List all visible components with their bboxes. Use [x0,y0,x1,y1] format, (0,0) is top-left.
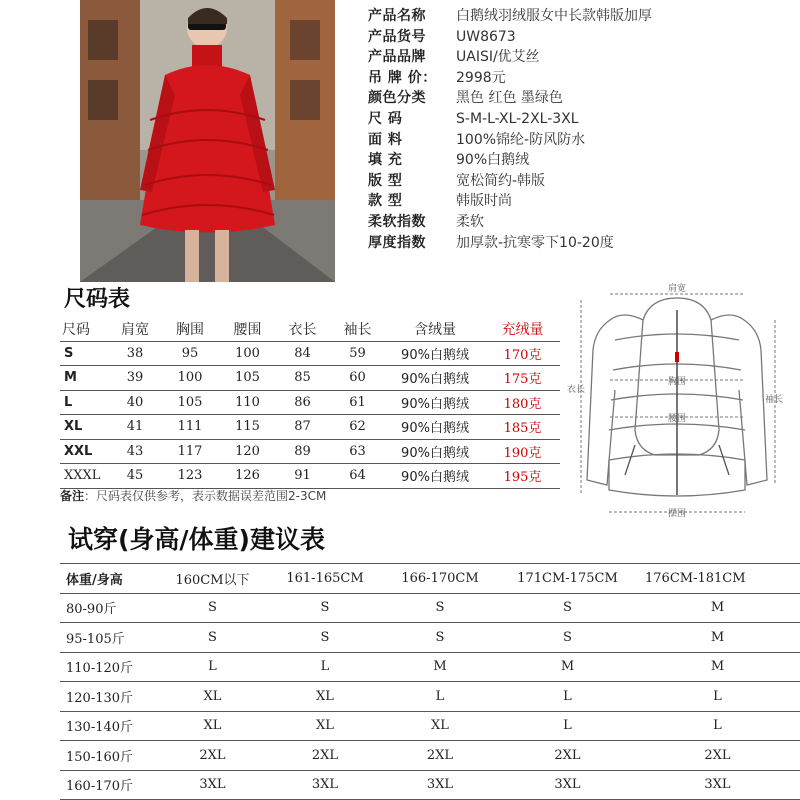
label-length: 衣长 [567,385,586,395]
table-cell: 105 [220,366,275,391]
table-cell: 120 [220,439,275,464]
column-header: 腰围 [220,317,275,341]
spec-label: 填 充 [368,152,403,169]
table-cell: L [60,390,110,415]
table-row [60,652,800,682]
spec-row-colors [368,88,788,109]
size-chart-title: 尺码表 [64,287,131,312]
table-cell: 100 [160,366,220,391]
table-cell-fill-weight: 180克 [485,390,560,415]
column-header: 尺码 [60,317,110,341]
spec-value: UAISI/优艾丝 [456,49,540,66]
spec-value: 90%白鹅绒 [456,152,530,169]
table-cell: 160-170斤 [60,770,155,800]
table-cell: 95 [160,341,220,366]
column-header: 160CM以下 [155,564,270,594]
table-cell: 64 [330,464,385,489]
jacket-outline-diagram [565,280,790,520]
label-hem: 摆围 [667,509,687,519]
table-row [60,439,560,464]
spec-label: 柔软指数 [368,213,426,230]
table-cell: XL [380,711,500,741]
table-cell: 150-160斤 [60,741,155,771]
table-row [60,464,560,489]
table-cell: 3XL [635,770,800,800]
table-cell: 89 [275,439,330,464]
table-cell: 60 [330,366,385,391]
table-cell: L [380,682,500,712]
note-text: ：尺码表仅供参考，表示数据误差范围2-3CM [84,489,327,503]
table-cell: 40 [110,390,160,415]
table-row [60,741,800,771]
table-cell-fill-weight: 190克 [485,439,560,464]
table-cell: 90%白鹅绒 [385,366,485,391]
table-cell: S [380,623,500,653]
table-cell: L [270,652,380,682]
spec-value: 柔软 [456,213,484,230]
table-cell: 61 [330,390,385,415]
table-cell: S [270,623,380,653]
spec-value: S-M-L-XL-2XL-3XL [456,110,579,127]
table-cell: 59 [330,341,385,366]
label-sleeve: 袖长 [765,395,784,405]
table-cell: 91 [275,464,330,489]
table-cell: 39 [110,366,160,391]
table-cell: L [500,682,635,712]
table-row [60,711,800,741]
zipper-pull-icon [675,352,679,362]
label-shoulder: 肩宽 [667,284,687,294]
table-row [60,593,800,623]
table-cell: S [500,623,635,653]
spec-label: 产品品牌 [368,49,426,66]
table-cell: S [155,623,270,653]
fit-chart-title: 试穿(身高/体重)建议表 [68,525,325,554]
table-cell: 3XL [500,770,635,800]
table-cell: S [60,341,110,366]
spec-value: 黑色 红色 墨绿色 [456,90,563,107]
spec-row-brand [368,47,788,68]
table-cell: 2XL [635,741,800,771]
spec-row-fabric [368,130,788,151]
table-cell: XXXL [60,464,110,489]
table-cell: 126 [220,464,275,489]
table-cell: 90%白鹅绒 [385,415,485,440]
table-cell: S [270,593,380,623]
table-cell: L [155,652,270,682]
table-row [60,390,560,415]
table-cell: 100 [220,341,275,366]
spec-label: 厚度指数 [368,234,426,251]
table-cell: 87 [275,415,330,440]
product-photo [80,0,335,282]
label-chest: 胸围 [667,377,687,387]
label-waist: 腰围 [667,414,687,424]
table-cell: 90%白鹅绒 [385,464,485,489]
table-cell: 123 [160,464,220,489]
table-cell: 130-140斤 [60,711,155,741]
table-cell: XL [270,711,380,741]
fit-chart-table [60,563,800,800]
table-cell: L [500,711,635,741]
fit-chart-header-row [60,564,800,594]
spec-label: 产品货号 [368,28,426,45]
column-header: 171CM-175CM [500,564,635,594]
column-header: 肩宽 [110,317,160,341]
table-cell-fill-weight: 170克 [485,341,560,366]
table-cell: 111 [160,415,220,440]
spec-value: 白鹅绒羽绒服女中长款韩版加厚 [456,8,652,24]
size-chart-table [60,317,560,489]
table-cell: 2XL [500,741,635,771]
table-cell: XL [155,711,270,741]
column-header: 161-165CM [270,564,380,594]
table-cell: 110-120斤 [60,652,155,682]
table-cell-fill-weight: 185克 [485,415,560,440]
size-chart-note [60,487,326,504]
column-header: 袖长 [330,317,385,341]
table-cell: 95-105斤 [60,623,155,653]
spec-label: 吊 牌 价： [368,69,437,86]
column-header: 176CM-181CM [635,564,800,594]
table-cell: 3XL [380,770,500,800]
table-cell: 80-90斤 [60,593,155,623]
table-cell: 110 [220,390,275,415]
garment-measurement-diagram [565,280,790,520]
table-cell: 105 [160,390,220,415]
table-cell: 45 [110,464,160,489]
table-cell: M [635,593,800,623]
spec-value: 加厚款-抗寒零下10-20度 [456,234,614,251]
note-label: 备注 [60,489,85,503]
column-header: 含绒量 [385,317,485,341]
spec-value: UW8673 [456,28,516,45]
spec-label: 产品名称 [368,8,426,24]
table-row [60,682,800,712]
table-cell: 117 [160,439,220,464]
table-cell: 90%白鹅绒 [385,439,485,464]
spec-row-thickness [368,233,788,254]
spec-row-filling [368,150,788,171]
table-cell-fill-weight: 195克 [485,464,560,489]
table-row [60,623,800,653]
spec-label: 版 型 [368,172,403,189]
table-cell: XL [270,682,380,712]
spec-value: 宽松简约-韩版 [456,172,546,189]
column-header: 衣长 [275,317,330,341]
table-cell: L [635,711,800,741]
table-cell: XXL [60,439,110,464]
model-in-red-coat-image [80,0,335,282]
table-cell: 120-130斤 [60,682,155,712]
column-header: 166-170CM [380,564,500,594]
spec-value: 韩版时尚 [456,193,512,210]
table-row [60,366,560,391]
table-cell: 2XL [270,741,380,771]
table-cell: 84 [275,341,330,366]
table-cell: 2XL [155,741,270,771]
spec-row-name [368,6,788,27]
column-header: 胸围 [160,317,220,341]
table-cell: S [155,593,270,623]
table-cell: M [635,652,800,682]
spec-row-sizes [368,109,788,130]
table-cell: 90%白鹅绒 [385,390,485,415]
table-row [60,341,560,366]
table-cell: XL [60,415,110,440]
table-cell: XL [155,682,270,712]
spec-row-sku [368,27,788,48]
table-cell: S [500,593,635,623]
table-cell: 2XL [380,741,500,771]
table-cell: 38 [110,341,160,366]
spec-label: 尺 码 [368,110,403,127]
table-cell: S [380,593,500,623]
table-cell: 62 [330,415,385,440]
table-row [60,770,800,800]
spec-row-softness [368,212,788,233]
product-specs [368,6,788,253]
table-cell: M [635,623,800,653]
table-cell: 90%白鹅绒 [385,341,485,366]
table-cell: 85 [275,366,330,391]
table-cell: 3XL [155,770,270,800]
table-cell: M [380,652,500,682]
spec-row-price [368,68,788,89]
table-cell: 41 [110,415,160,440]
size-chart-header-row [60,317,560,341]
spec-row-fit [368,171,788,192]
table-cell: 115 [220,415,275,440]
spec-value: 2998元 [456,69,506,86]
table-cell: 3XL [270,770,380,800]
spec-row-style [368,191,788,212]
table-cell: M [500,652,635,682]
table-cell-fill-weight: 175克 [485,366,560,391]
table-cell: 86 [275,390,330,415]
column-header: 体重/身高 [60,564,155,594]
table-row [60,415,560,440]
spec-label: 面 料 [368,131,403,148]
spec-label: 款 型 [368,193,403,210]
spec-value: 100%锦纶-防风防水 [456,131,586,148]
table-cell: L [635,682,800,712]
table-cell: 43 [110,439,160,464]
column-header-fill-weight: 充绒量 [485,317,560,341]
spec-label: 颜色分类 [368,90,426,107]
table-cell: 63 [330,439,385,464]
table-cell: M [60,366,110,391]
